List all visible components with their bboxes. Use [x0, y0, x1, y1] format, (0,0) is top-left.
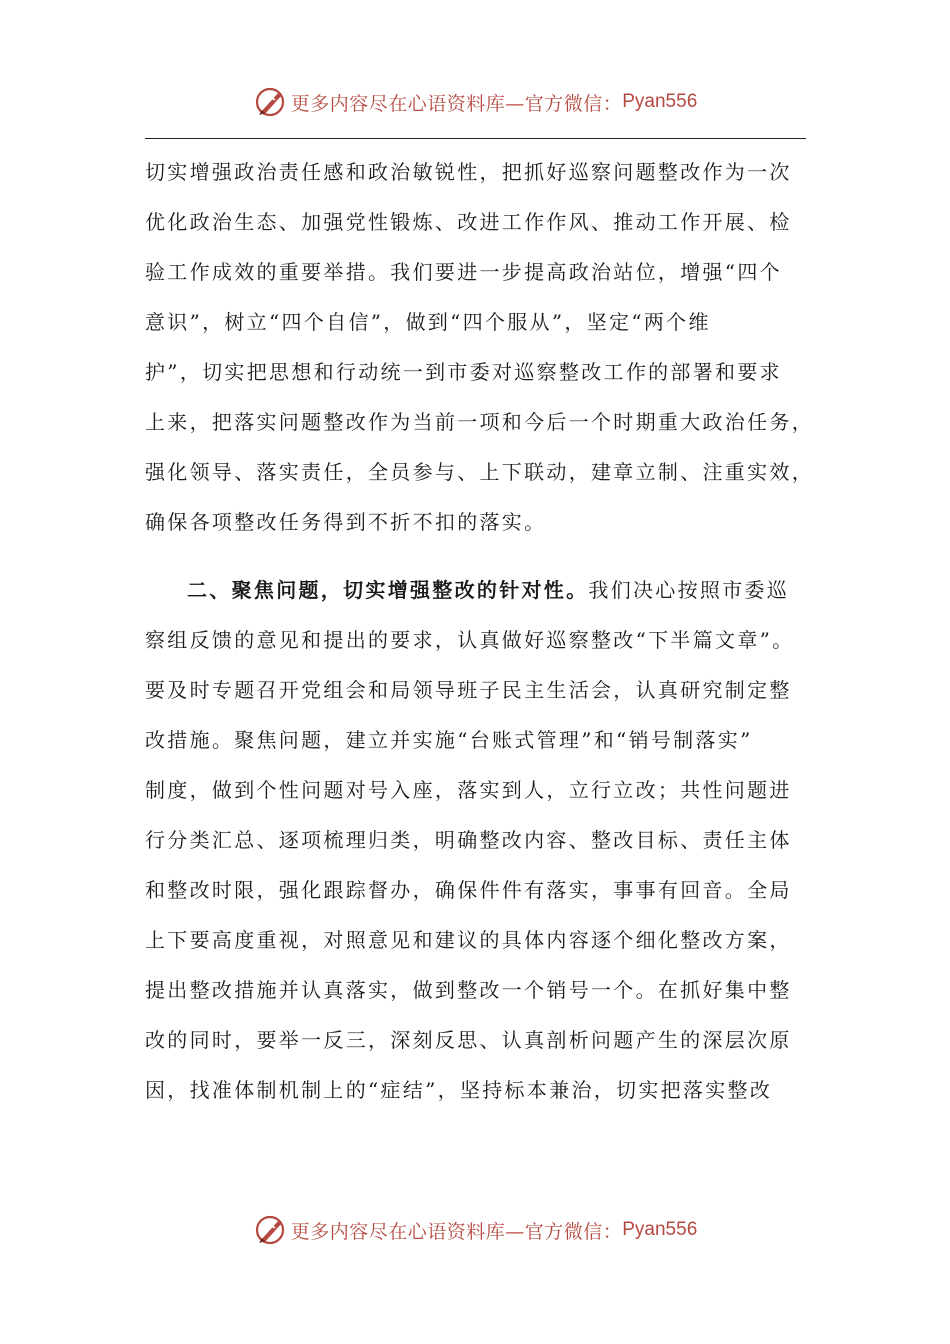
document-body	[145, 152, 820, 1120]
paragraph-2-line: 和整改时限，强化跟踪督办，确保件件有落实，事事有回音。全局	[145, 878, 792, 902]
footer-banner	[0, 1210, 950, 1250]
pen-logo-icon	[253, 1213, 287, 1247]
paragraph-2-line: 上下要高度重视，对照意见和建议的具体内容逐个细化整改方案，	[145, 928, 792, 952]
paragraph-1-line: 验工作成效的重要举措。我们要进一步提高政治站位，增强“四个	[145, 260, 782, 284]
footer-banner-text: 更多内容尽在心语资料库—官方微信：	[290, 1220, 623, 1243]
paragraph-1-line: 意识”，树立“四个自信”，做到“四个服从”，坚定“两个维	[145, 310, 711, 334]
paragraph-2-line: 改的同时，要举一反三，深刻反思、认真剖析问题产生的深层次原	[145, 1028, 792, 1052]
paragraph-1-line: 确保各项整改任务得到不折不扣的落实。	[145, 510, 547, 534]
paragraph-2-line: 行分类汇总、逐项梳理归类，明确整改内容、整改目标、责任主体	[145, 828, 792, 852]
header-wechat-id: Pyan556	[622, 91, 698, 112]
paragraph-2-line: 要及时专题召开党组会和局领导班子民主生活会，认真研究制定整	[145, 678, 792, 702]
section-heading: 二、聚焦问题，切实增强整改的针对性。	[187, 578, 589, 602]
paragraph-1-line: 护”，切实把思想和行动统一到市委对巡察整改工作的部署和要求	[145, 360, 782, 384]
paragraph-1-line: 强化领导、落实责任，全员参与、上下联动，建章立制、注重实效，	[145, 460, 814, 484]
pen-logo-icon	[253, 85, 287, 119]
paragraph-1-line: 优化政治生态、加强党性锻炼、改进工作作风、推动工作开展、检	[145, 210, 792, 234]
header-divider	[145, 138, 806, 139]
header-banner	[0, 82, 950, 122]
paragraph-2-first-line	[145, 570, 820, 620]
paragraph-1-line: 切实增强政治责任感和政治敏锐性，把抓好巡察问题整改作为一次	[145, 160, 792, 184]
paragraph-2-line: 因，找准体制机制上的“症结”，坚持标本兼治，切实把落实整改	[145, 1078, 773, 1102]
footer-wechat-id: Pyan556	[622, 1219, 698, 1240]
paragraph-2-line: 察组反馈的意见和提出的要求，认真做好巡察整改“下半篇文章”。	[145, 628, 795, 652]
paragraph-2-first-line-text: 我们决心按照市委巡	[588, 578, 790, 602]
paragraph-1-line: 上来，把落实问题整改作为当前一项和今后一个时期重大政治任务，	[145, 410, 814, 434]
paragraph-2-line: 制度，做到个性问题对号入座，落实到人，立行立改；共性问题进	[145, 778, 792, 802]
paragraph-2-line: 改措施。聚焦问题，建立并实施“台账式管理”和“销号制落实”	[145, 728, 753, 752]
paragraph-2-line: 提出整改措施并认真落实，做到整改一个销号一个。在抓好集中整	[145, 978, 792, 1002]
header-banner-text: 更多内容尽在心语资料库—官方微信：	[290, 92, 623, 115]
